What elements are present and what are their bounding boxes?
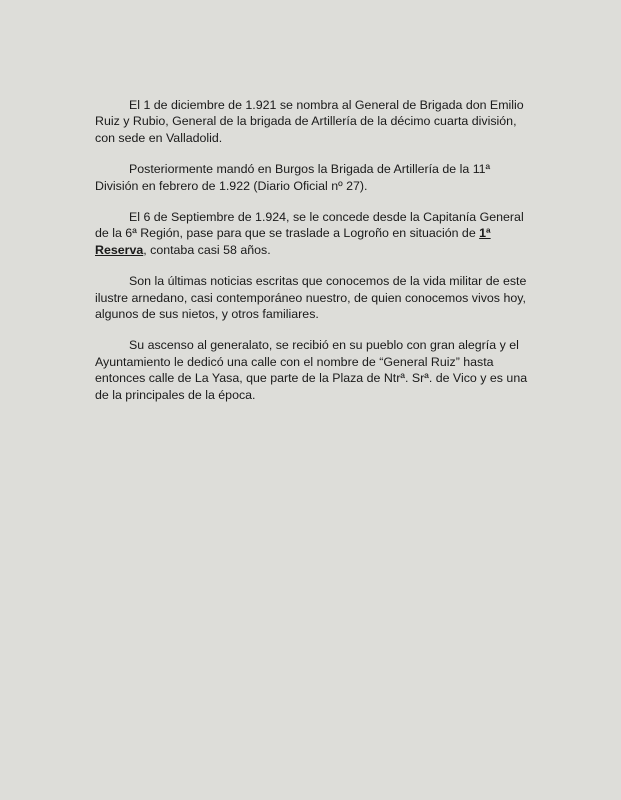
reserve-emphasis: 1ª Reserva (95, 226, 491, 257)
paragraph-reserve (95, 209, 531, 258)
document-page (95, 97, 531, 418)
paragraph-street: Su ascenso al generalato, se recibió en su pueblo con gran alegría y el Ayuntamiento le dedicó una calle con el nombre de “General Ruiz” hasta entonces calle de La Yasa, que parte de la Plaza de Ntrª. Srª. de Vico y es una de la principales de la época. (95, 338, 528, 402)
paragraph-appointment: El 1 de diciembre de 1.921 se nombra al General de Brigada don Emilio Ruiz y Rubio, General de la brigada de Artillería de la décimo cuarta división, con sede en Valladolid. (95, 98, 524, 145)
paragraph-reserve-before: El 6 de Septiembre de 1.924, se le concede desde la Capitanía General de la 6ª Región, pase para que se traslade a Logroño en situación de (95, 210, 524, 241)
paragraph-last-news: Son la últimas noticias escritas que conocemos de la vida militar de este ilustre arnedano, casi contemporáneo nuestro, de quien conocemos vivos hoy, algunos de sus nietos, y otros familiares. (95, 274, 527, 322)
paragraph-reserve-after: , contaba casi 58 años. (143, 242, 271, 257)
paragraph-burgos: Posteriormente mandó en Burgos la Brigada de Artillería de la 11ª División en febrero de 1.922 (Diario Oficial nº 27). (95, 162, 491, 193)
